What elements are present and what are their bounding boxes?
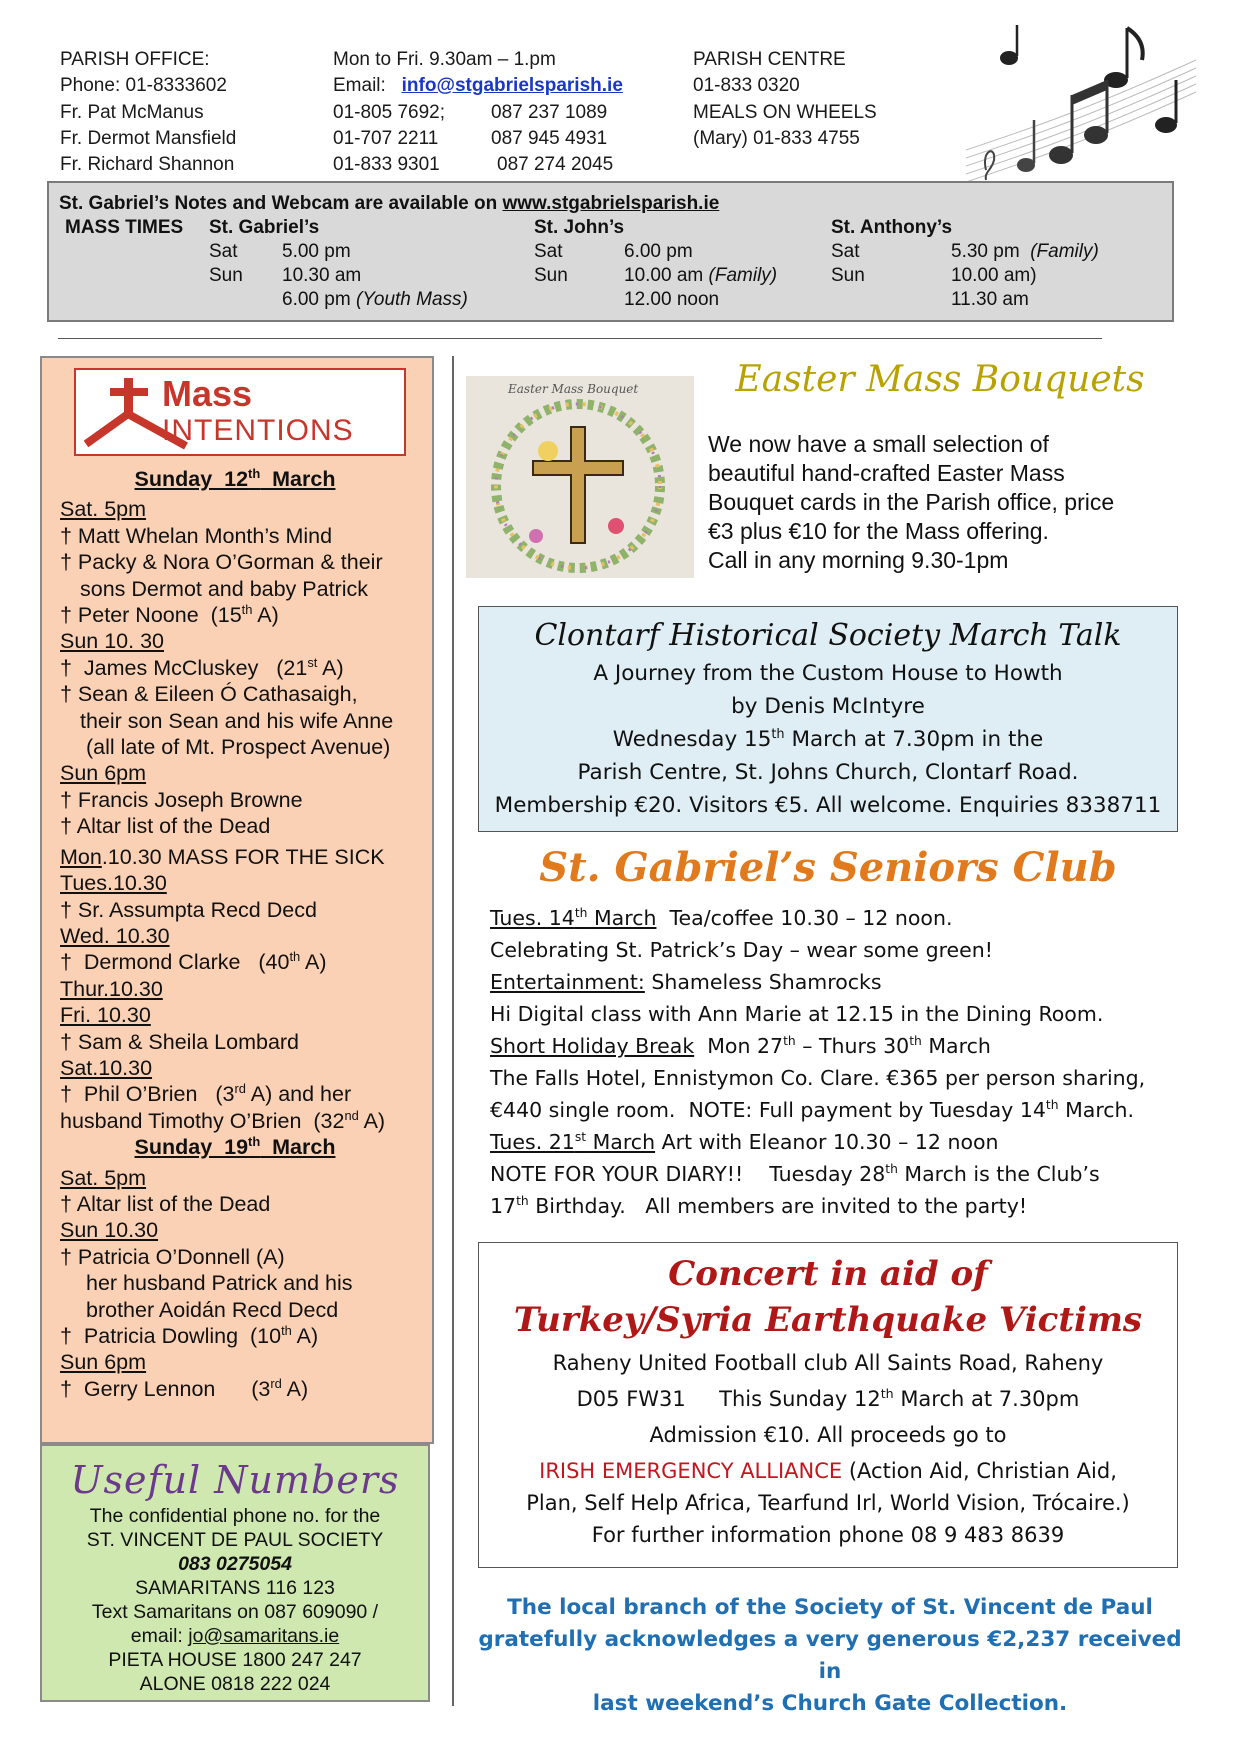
concert-admission: Admission €10. All proceeds go to — [649, 1423, 1007, 1447]
useful-numbers-title: Useful Numbers — [70, 1458, 400, 1502]
seniors-club-text — [490, 902, 1190, 1222]
clontarf-title: Clontarf Historical Society March Talk — [534, 618, 1122, 653]
slot-thur: Thur.10.30 — [60, 976, 163, 1001]
header-col-mobiles — [491, 100, 613, 178]
slot-tues: Tues.10.30 — [60, 871, 167, 896]
intention-item: † Phil O’Brien (3rd A) and her — [60, 1081, 352, 1107]
intention-item: their son Sean and his wife Anne — [80, 708, 394, 733]
seniors-line: Hi Digital class with Ann Marie at 12.15 in the Dining Room. — [490, 1002, 1104, 1026]
seniors-line: The Falls Hotel, Ennistymon Co. Clare. €365 per person sharing, — [490, 1066, 1146, 1090]
phone-pm-1: 01-805 7692; — [333, 102, 445, 123]
talk-subtitle: A Journey from the Custom House to Howth — [593, 661, 1063, 686]
phone-pm-2: 01-707 2211 — [333, 128, 439, 149]
header-col-centre — [693, 47, 877, 152]
centre-label: PARISH CENTRE — [693, 49, 846, 70]
priest-3: Fr. Richard Shannon — [60, 154, 235, 175]
office-label: PARISH OFFICE: — [60, 49, 210, 70]
email-label: Email: — [333, 75, 386, 96]
divider — [58, 338, 1102, 339]
intention-item: † Sean & Eileen Ó Cathasaigh, — [60, 682, 358, 707]
intentions-list — [60, 466, 430, 1402]
intention-item: (all late of Mt. Prospect Avenue) — [86, 735, 391, 760]
john-day-2: Sun — [534, 265, 568, 286]
gabriel-time-3: 6.00 pm (Youth Mass) — [282, 289, 468, 310]
logo-mass-text: Mass — [162, 373, 253, 414]
gabriel-time-2: 10.30 am — [282, 265, 362, 286]
intention-item: † Patricia Dowling (10th A) — [60, 1322, 319, 1348]
intention-item: † Patricia O’Donnell (A) — [60, 1244, 285, 1269]
useful-line: Text Samaritans on 087 609090 / — [91, 1601, 379, 1623]
intention-item: her husband Patrick and his — [86, 1271, 353, 1296]
intention-item: † James McCluskey (21st A) — [60, 654, 344, 680]
intention-item: † Sam & Sheila Lombard — [60, 1029, 300, 1054]
intention-item: † Gerry Lennon (3rd A) — [60, 1375, 309, 1401]
sunday-heading-2: Sunday 19th March — [134, 1134, 336, 1160]
useful-line: ST. VINCENT DE PAUL SOCIETY — [86, 1529, 384, 1551]
concert-box — [478, 1242, 1178, 1568]
meals-label: MEALS ON WHEELS — [693, 102, 877, 123]
slot-sun-1030-2: Sun 10.30 — [60, 1218, 159, 1243]
intention-item: sons Dermot and baby Patrick — [80, 576, 368, 601]
logo-intentions-text: INTENTIONS — [162, 414, 354, 447]
useful-line: The confidential phone no. for the — [89, 1505, 381, 1527]
intention-item: † Sr. Assumpta Recd Decd — [60, 897, 317, 922]
concert-beneficiary: IRISH EMERGENCY ALLIANCE (Action Aid, Christian Aid, — [539, 1459, 1117, 1483]
gabriel-day-2: Sun — [209, 265, 243, 286]
notes-text: St. Gabriel’s Notes and Webcam are available on — [59, 193, 498, 214]
slot-sun-1030: Sun 10. 30 — [60, 629, 165, 654]
column-divider — [452, 356, 454, 1706]
church-anthony: St. Anthony’s — [831, 217, 953, 238]
email-row — [333, 73, 623, 99]
slot-wed: Wed. 10.30 — [60, 923, 170, 948]
sunday-heading-1: Sunday 12th March — [134, 465, 336, 491]
useful-line: ALONE 0818 222 024 — [139, 1673, 331, 1695]
priest-2: Fr. Dermot Mansfield — [60, 128, 237, 149]
seniors-line: Tues. 14th March Tea/coffee 10.30 – 12 noon. — [490, 906, 953, 930]
music-notes-icon — [966, 20, 1206, 185]
bouquet-card-image — [466, 376, 694, 578]
meals-phone: (Mary) 01-833 4755 — [693, 128, 860, 149]
mass-times-label: MASS TIMES — [65, 217, 184, 238]
slot-sat-1030: Sat.10.30 — [60, 1055, 153, 1080]
john-time-3: 12.00 noon — [624, 289, 720, 310]
talk-fees: Membership €20. Visitors €5. All welcome. Enquiries 8338711 — [494, 793, 1162, 818]
concert-date: D05 FW31 This Sunday 12th March at 7.30pm — [576, 1386, 1080, 1411]
gabriel-day-1: Sat — [209, 241, 238, 262]
useful-line: PIETA HOUSE 1800 247 247 — [108, 1649, 362, 1671]
intention-item: † Altar list of the Dead — [60, 1191, 271, 1216]
anthony-time-2: 10.00 am) — [951, 265, 1037, 286]
anthony-time-1: 5.30 pm (Family) — [951, 241, 1099, 262]
mass-times-box — [47, 181, 1174, 322]
john-day-1: Sat — [534, 241, 563, 262]
church-gabriel: St. Gabriel’s — [209, 217, 320, 238]
seniors-line: Tues. 21st March Art with Eleanor 10.30 – 12 noon — [490, 1130, 999, 1154]
mass-intentions-panel — [40, 356, 434, 1444]
concert-title: Concert in aid of Turkey/Syria Earthquake Victims — [513, 1254, 1143, 1340]
anthony-day-2: Sun — [831, 265, 865, 286]
seniors-line: Celebrating St. Patrick’s Day – wear some green! — [490, 938, 993, 962]
concert-charities: Plan, Self Help Africa, Tearfund Irl, World Vision, Trócaire.) — [526, 1491, 1130, 1515]
slot-sat-5pm: Sat. 5pm — [60, 497, 147, 522]
seniors-club-title: St. Gabriel’s Seniors Club — [539, 844, 1117, 891]
mobile-3: 087 274 2045 — [497, 154, 614, 175]
talk-speaker: by Denis McIntyre — [731, 694, 925, 719]
intention-item: brother Aoidán Recd Decd — [86, 1297, 339, 1322]
concert-info: For further information phone 08 9 483 8639 — [591, 1523, 1065, 1547]
phone-pm-3: 01-833 9301 — [333, 154, 440, 175]
anthony-time-3: 11.30 am — [951, 289, 1029, 310]
concert-venue: Raheny United Football club All Saints Road, Raheny — [552, 1351, 1104, 1375]
wreath-cross-icon — [466, 376, 694, 578]
slot-mon: Mon.10.30 MASS FOR THE SICK — [60, 844, 385, 869]
notes-line — [59, 193, 719, 215]
notes-url-link[interactable]: www.stgabrielsparish.ie — [502, 193, 720, 214]
john-time-2: 10.00 am (Family) — [624, 265, 778, 286]
mass-intentions-logo — [74, 368, 406, 456]
useful-numbers-panel — [40, 1444, 430, 1702]
office-hours: Mon to Fri. 9.30am – 1.pm — [333, 49, 556, 70]
mobile-2: 087 945 4931 — [491, 128, 608, 149]
bouquet-title: Easter Mass Bouquets — [735, 359, 1145, 400]
gabriel-time-1: 5.00 pm — [282, 241, 351, 262]
samaritans-email-link[interactable]: jo@samaritans.ie — [188, 1625, 340, 1647]
slot-sat-5pm-2: Sat. 5pm — [60, 1165, 147, 1190]
intention-item: husband Timothy O’Brien (32nd A) — [60, 1107, 386, 1133]
card-caption: Easter Mass Bouquet — [508, 382, 639, 396]
slot-sun-6pm-2: Sun 6pm — [60, 1350, 147, 1375]
header-col-office — [60, 47, 236, 178]
intention-item: † Peter Noone (15th A) — [60, 601, 279, 628]
seniors-line: €440 single room. NOTE: Full payment by Tuesday 14th March. — [490, 1098, 1135, 1122]
slot-fri: Fri. 10.30 — [60, 1003, 151, 1028]
john-time-1: 6.00 pm — [624, 241, 693, 262]
slot-sun-6pm: Sun 6pm — [60, 761, 147, 786]
intention-item: † Altar list of the Dead — [60, 814, 271, 839]
intention-item: † Dermond Clarke (40th A) — [60, 949, 327, 975]
talk-date: Wednesday 15th March at 7.30pm in the — [612, 726, 1044, 752]
useful-line: email: jo@samaritans.ie — [130, 1625, 340, 1647]
office-phone: Phone: 01-8333602 — [60, 75, 227, 96]
clontarf-talk-box — [478, 606, 1178, 832]
anthony-day-1: Sat — [831, 241, 860, 262]
seniors-line: Short Holiday Break Mon 27th – Thurs 30th March — [490, 1034, 991, 1058]
church-john: St. John’s — [534, 217, 625, 238]
seniors-line: Entertainment: Shameless Shamrocks — [490, 970, 882, 994]
intention-item: † Packy & Nora O’Gorman & their — [60, 550, 383, 575]
intention-item: † Francis Joseph Browne — [60, 787, 303, 812]
talk-venue: Parish Centre, St. Johns Church, Clontarf Road. — [577, 760, 1079, 785]
seniors-line: 17th Birthday. All members are invited to the party! — [490, 1194, 1028, 1218]
priest-1: Fr. Pat McManus — [60, 102, 204, 123]
email-link[interactable]: info@stgabrielsparish.ie — [401, 75, 623, 96]
svp-acknowledgement: The local branch of the Society of St. Vincent de Paul gratefully acknowledges a very generous €2,237 received in last weekend’s Church Gate Collection. — [478, 1595, 1182, 1716]
seniors-line: NOTE FOR YOUR DIARY!! Tuesday 28th March is the Club’s — [490, 1162, 1100, 1186]
centre-phone: 01-833 0320 — [693, 75, 800, 96]
mobile-1: 087 237 1089 — [491, 102, 608, 123]
bouquet-text: We now have a small selection of beautiful hand-crafted Easter Mass Bouquet cards in the Parish office, price €3 plus €10 for the Mass offering. Call in any morning 9.30-1pm — [708, 431, 1115, 573]
intention-item: † Matt Whelan Month’s Mind — [60, 523, 333, 548]
svp-phone: 083 0275054 — [178, 1553, 292, 1575]
useful-line: SAMARITANS 116 123 — [135, 1577, 335, 1599]
